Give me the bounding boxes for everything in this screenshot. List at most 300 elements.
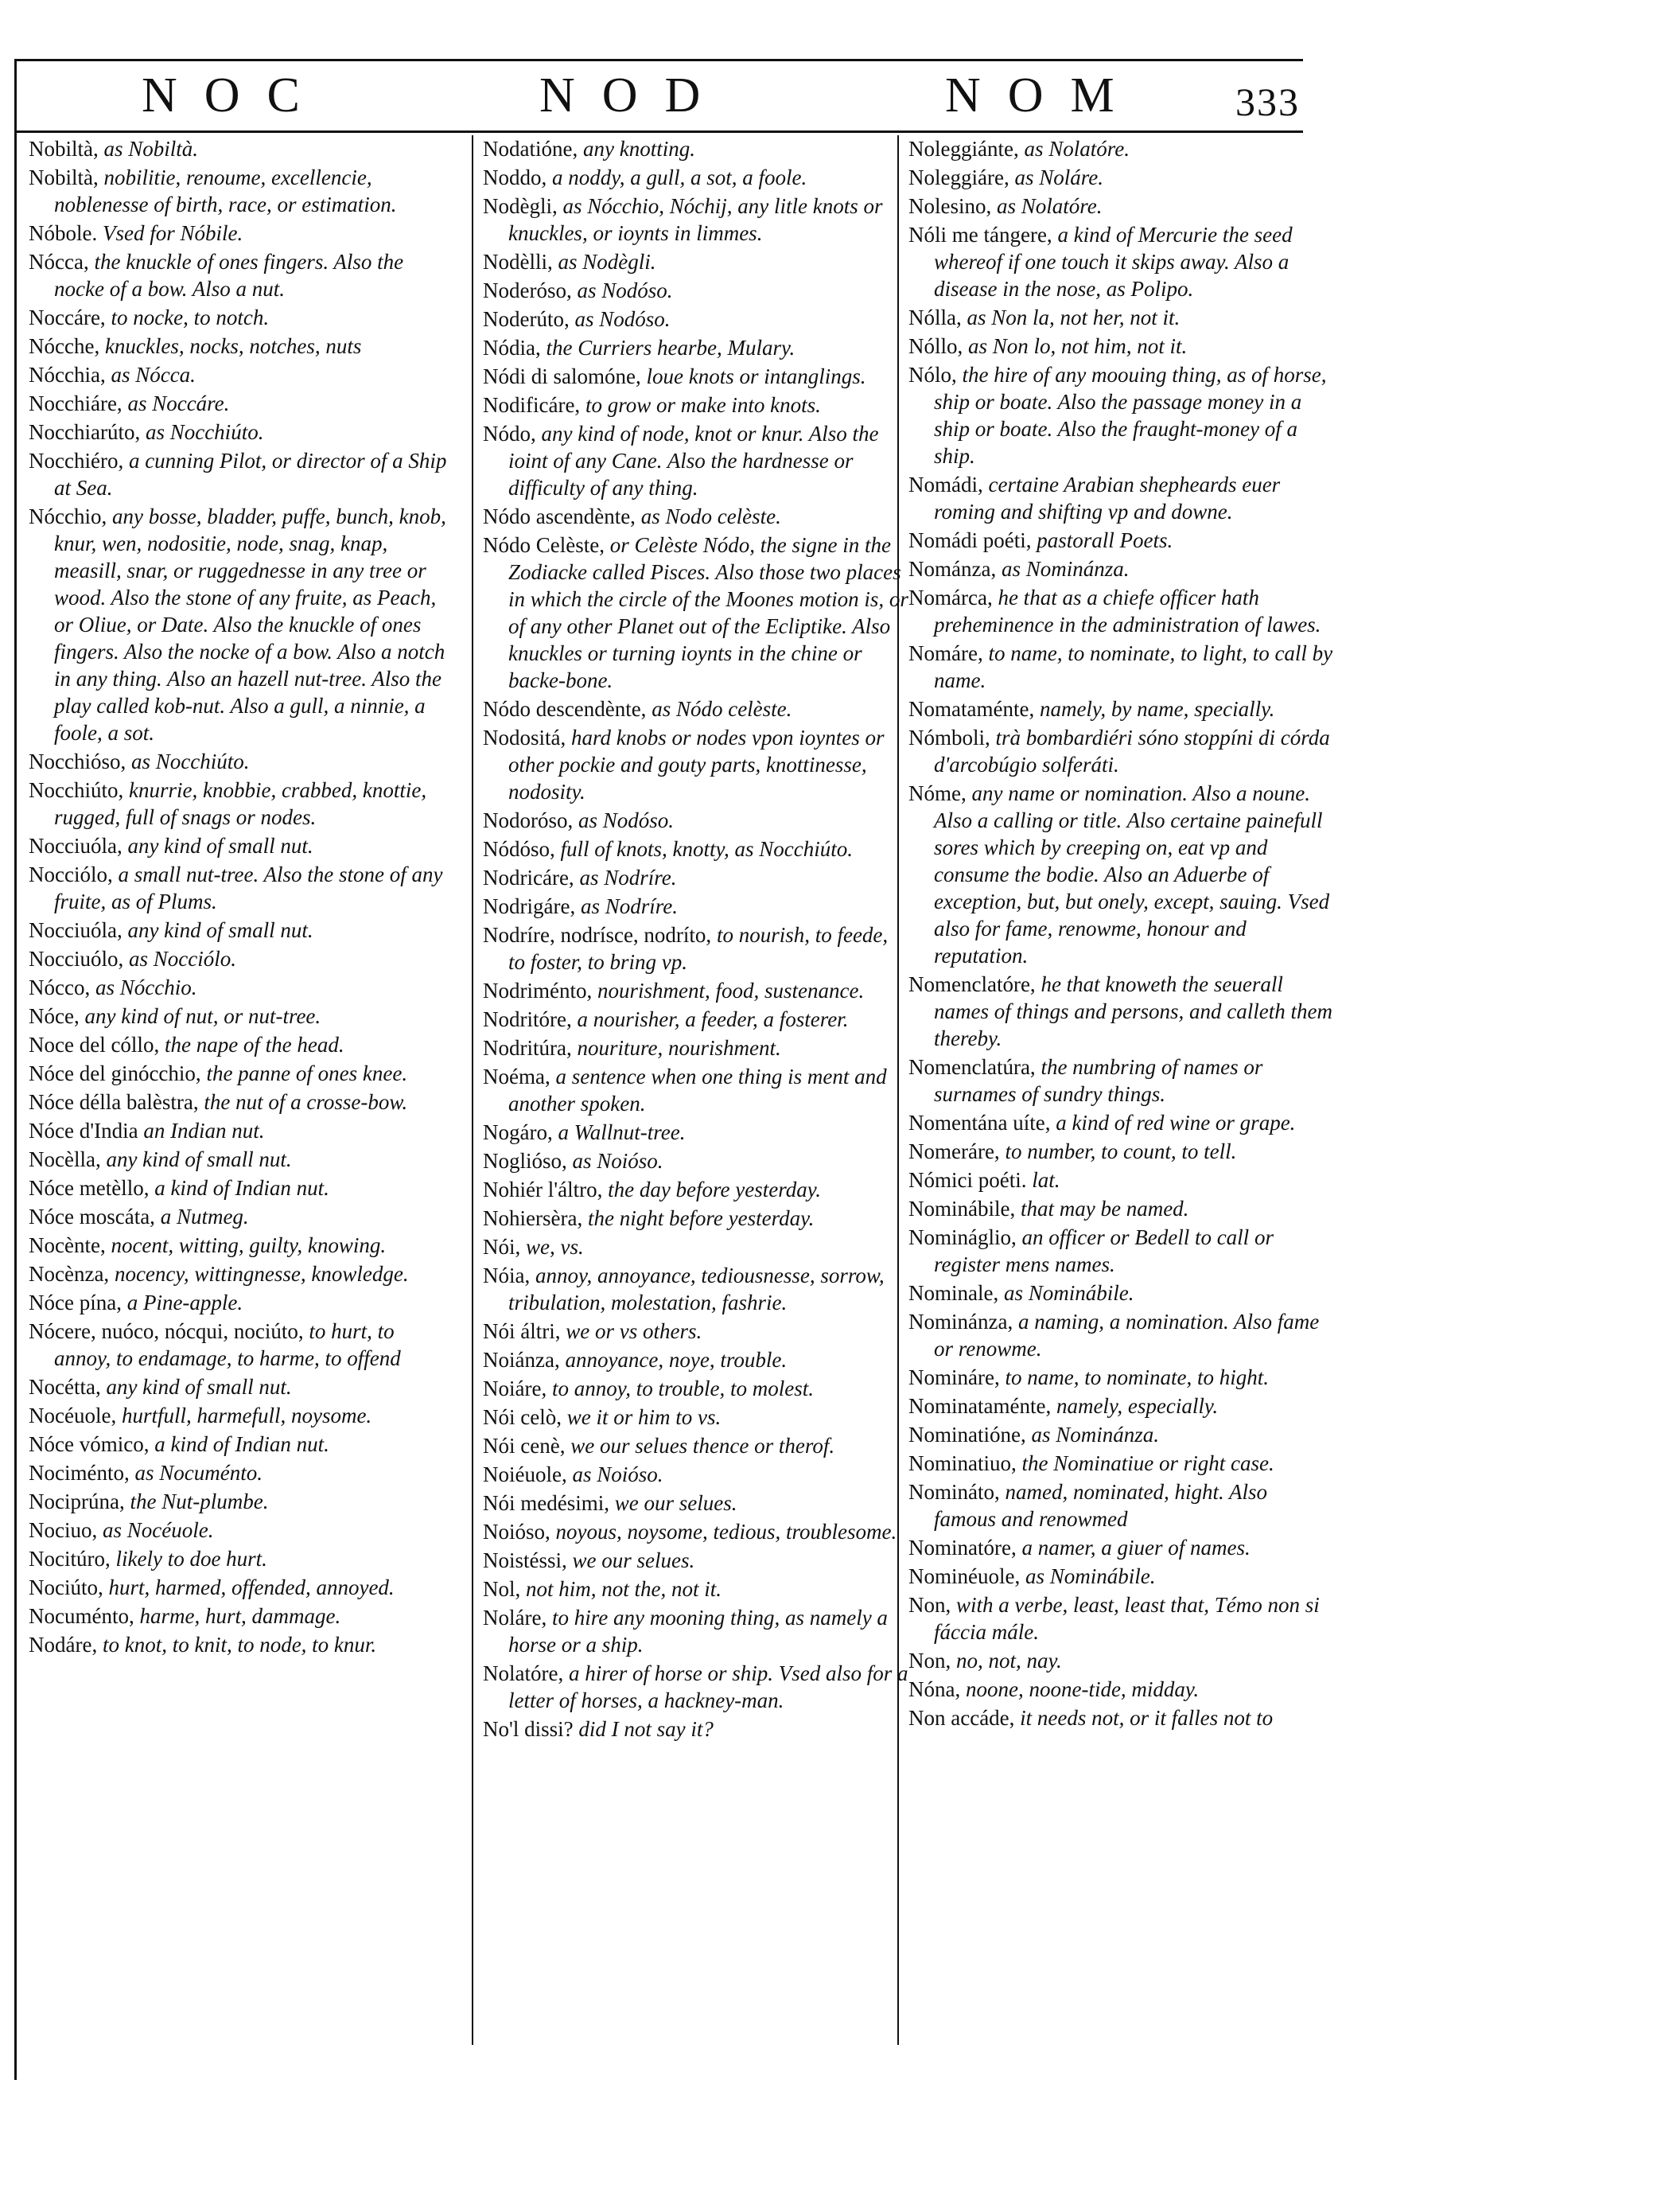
dictionary-entry <box>483 864 908 891</box>
entry-definition: any kind of nut, or nut-tree. <box>79 1004 321 1028</box>
column-right <box>897 135 1334 2045</box>
entry-headword: Nomeráre, <box>908 1139 1000 1163</box>
entry-definition: as Noláre. <box>1009 166 1103 189</box>
dictionary-entry <box>908 1478 1334 1532</box>
entry-headword: Nohiersèra, <box>483 1206 583 1230</box>
entry-headword: Nomataménte, <box>908 697 1035 721</box>
entry-definition: as Nocéuole. <box>97 1518 214 1542</box>
dictionary-entry <box>483 334 908 361</box>
dictionary-entry <box>483 695 908 722</box>
entry-definition: named, nominated, hight. Also famous and renowmed <box>934 1480 1267 1531</box>
entry-definition: as Nominábile. <box>1020 1564 1156 1588</box>
dictionary-entry <box>483 306 908 333</box>
entry-definition: certaine Arabian shepheards euer roming and shifting vp and downe. <box>934 473 1281 524</box>
entry-definition: or Celèste Nódo, the signe in the Zodiacke called Pisces. Also those two places in which the circle of the Moones motion is, or of any other Planet out of the Ecliptike. Also knuckles or turning ioynts in the chine or backe-bone. <box>508 533 908 692</box>
dictionary-entry <box>908 1450 1334 1477</box>
dictionary-entry <box>29 419 454 446</box>
entry-definition: the day before yesterday. <box>602 1178 821 1201</box>
entry-headword: Nol, <box>483 1577 521 1601</box>
entry-headword: Nóce, <box>29 1004 80 1028</box>
entry-headword: Nocciólo, <box>29 863 113 886</box>
entry-definition: a noddy, a gull, a sot, a foole. <box>547 166 807 189</box>
entry-definition: it needs not, or it falles not to <box>1014 1706 1274 1730</box>
dictionary-entry <box>908 1109 1334 1136</box>
entry-headword: Nocchiarúto, <box>29 420 141 444</box>
entry-headword: Nocchiéro, <box>29 449 124 473</box>
dictionary-entry <box>29 945 454 972</box>
dictionary-entry <box>483 1205 908 1232</box>
entry-definition: a small nut-tree. Also the stone of any fruite, as of Plums. <box>54 863 443 913</box>
entry-definition: as Nolatóre. <box>991 194 1103 218</box>
dictionary-entry <box>483 391 908 419</box>
entry-headword: Noce del cóllo, <box>29 1033 160 1057</box>
dictionary-entry <box>908 333 1334 360</box>
entry-definition: any knotting. <box>578 137 695 161</box>
dictionary-entry <box>29 1517 454 1544</box>
entry-definition: to name, to nominate, to light, to call by name. <box>934 641 1333 692</box>
guide-word-center: NOD <box>539 68 728 123</box>
entry-headword: Nociúto, <box>29 1575 103 1599</box>
entry-definition: noyous, noysome, tedious, troublesome. <box>550 1520 897 1544</box>
dictionary-entry <box>483 1375 908 1402</box>
entry-definition: as Noióso. <box>566 1149 663 1173</box>
entry-definition: as Nódo celèste. <box>646 697 792 721</box>
entry-headword: Nobiltà, <box>29 137 99 161</box>
entry-definition: the Curriers hearbe, Mulary. <box>540 336 795 360</box>
dictionary-entry <box>908 695 1334 722</box>
entry-definition: a hirer of horse or ship. Vsed also for a letter of horses, a hackney-man. <box>508 1661 908 1712</box>
entry-headword: Nogáro, <box>483 1120 553 1144</box>
entry-columns <box>22 135 1333 2077</box>
dictionary-entry <box>29 1603 454 1630</box>
dictionary-entry <box>29 832 454 859</box>
dictionary-entry <box>29 390 454 417</box>
entry-headword: Nodricáre, <box>483 866 574 890</box>
dictionary-entry <box>29 1003 454 1030</box>
entry-definition: to nourish, to feede, to foster, to bring vp. <box>508 923 889 974</box>
entry-definition: nouriture, nourishment. <box>571 1036 781 1060</box>
entry-headword: Nomenclatúra, <box>908 1055 1036 1079</box>
dictionary-entry <box>908 724 1334 778</box>
entry-definition: a kind of Indian nut. <box>149 1432 329 1456</box>
entry-definition: any bosse, bladder, puffe, bunch, knob, knur, wen, nodositie, node, snag, knap, measill, snar, or ruggednesse in any tree or wood. Also the stone of any fruite, as Peach, or Oliue, or Date. Also the knuckle of ones fingers. Also the nocke of a bow. Also a notch in any thing. Also an hazell nut-tree. Also the play called kob-nut. Also a gull, a ninnie, a foole, a sot. <box>54 504 446 745</box>
dictionary-entry <box>908 1224 1334 1278</box>
entry-headword: Nóce vómico, <box>29 1432 150 1456</box>
entry-headword: Nóbole. <box>29 221 98 245</box>
entry-definition: hard knobs or nodes vpon ioyntes or other pockie and gouty parts, knottinesse, nodosity. <box>508 726 885 804</box>
column-middle <box>472 135 908 2045</box>
dictionary-entry <box>908 304 1334 331</box>
dictionary-entry <box>908 1279 1334 1307</box>
entry-headword: Noleggiánte, <box>908 137 1019 161</box>
dictionary-entry <box>483 1547 908 1574</box>
entry-definition: a cunning Pilot, or director of a Ship at Sea. <box>54 449 447 500</box>
entry-headword: Noéma, <box>483 1065 550 1088</box>
entry-definition: full of knots, knotty, as Nocchiúto. <box>554 837 853 861</box>
dictionary-entry <box>483 893 908 920</box>
entry-definition: a kind of Indian nut. <box>149 1176 329 1200</box>
entry-headword: No'l dissi? <box>483 1717 574 1741</box>
entry-definition: hurt, harmed, offended, annoyed. <box>103 1575 395 1599</box>
dictionary-entry <box>29 777 454 831</box>
dictionary-entry <box>29 1088 454 1116</box>
dictionary-entry <box>29 1203 454 1230</box>
entry-headword: Nóia, <box>483 1264 531 1287</box>
entry-definition: loue knots or intanglings. <box>640 364 866 388</box>
dictionary-entry <box>483 1176 908 1203</box>
dictionary-entry <box>29 1488 454 1515</box>
entry-headword: Nóce pína, <box>29 1291 122 1314</box>
entry-definition: as Nominánza. <box>996 557 1130 581</box>
entry-definition: as Nócchio. <box>90 976 197 999</box>
dictionary-entry <box>29 1402 454 1429</box>
dictionary-entry <box>29 164 454 218</box>
entry-definition: noone, noone-tide, midday. <box>960 1677 1200 1701</box>
entry-definition: a Wallnut-tree. <box>552 1120 686 1144</box>
entry-definition: nourishment, food, sustenance. <box>592 979 865 1003</box>
entry-definition: a naming, a nomination. Also fame or renowme. <box>934 1310 1320 1361</box>
entry-headword: Nódo Celèste, <box>483 533 605 557</box>
entry-headword: Non, <box>908 1593 951 1617</box>
dictionary-entry <box>29 220 454 247</box>
page-number: 333 <box>1235 80 1300 124</box>
entry-definition: to number, to count, to tell. <box>999 1139 1237 1163</box>
entry-definition: any kind of small nut. <box>122 834 313 858</box>
entry-headword: Nominábile, <box>908 1197 1016 1221</box>
entry-definition: the hire of any moouing thing, as of horse, ship or boate. Also the passage money in a ship or boate. Also the fraught-money of a ship. <box>934 363 1327 468</box>
entry-headword: Nolesino, <box>908 194 992 218</box>
entry-definition: any kind of small nut. <box>100 1375 292 1399</box>
dictionary-entry <box>483 835 908 863</box>
dictionary-entry <box>908 471 1334 525</box>
entry-definition: the nape of the head. <box>159 1033 344 1057</box>
entry-headword: Nódóso, <box>483 837 555 861</box>
dictionary-entry <box>908 555 1334 582</box>
entry-definition: a namer, a giuer of names. <box>1016 1536 1251 1560</box>
entry-definition: nobilitie, renoume, excellencie, noblenesse of birth, race, or estimation. <box>54 166 397 216</box>
top-rule <box>14 59 1303 61</box>
entry-headword: Nói áltri, <box>483 1319 561 1343</box>
entry-headword: Nóce moscáta, <box>29 1205 155 1229</box>
dictionary-entry <box>908 193 1334 220</box>
dictionary-entry <box>483 420 908 501</box>
entry-definition: we our selues. <box>566 1548 695 1572</box>
guide-word-right: NOM <box>945 68 1142 123</box>
dictionary-entry <box>908 1053 1334 1108</box>
dictionary-entry <box>483 1233 908 1260</box>
entry-definition: to nocke, to notch. <box>105 306 270 329</box>
entry-headword: Nodríre, nodrísce, nodríto, <box>483 923 712 947</box>
dictionary-entry <box>483 1404 908 1431</box>
entry-headword: Nodègli, <box>483 194 558 218</box>
dictionary-entry <box>483 503 908 530</box>
entry-headword: Nólla, <box>908 306 962 329</box>
dictionary-entry <box>29 1289 454 1316</box>
entry-headword: Nócca, <box>29 250 89 274</box>
entry-headword: Nói medésimi, <box>483 1491 609 1515</box>
entry-definition: we our selues thence or therof. <box>565 1434 835 1458</box>
entry-headword: Nócere, nuóco, nócqui, nociúto, <box>29 1319 304 1343</box>
dictionary-entry <box>483 363 908 390</box>
dictionary-entry <box>483 1063 908 1117</box>
entry-headword: Nominale, <box>908 1281 999 1305</box>
dictionary-entry <box>29 917 454 944</box>
entry-headword: Nodritóre, <box>483 1007 572 1031</box>
entry-definition: as Nolatóre. <box>1018 137 1130 161</box>
entry-headword: Nomárca, <box>908 586 993 609</box>
dictionary-entry <box>908 1364 1334 1391</box>
entry-definition: as Nodóso. <box>569 307 671 331</box>
entry-definition: annoy, annoyance, tediousnesse, sorrow, tribulation, molestation, fashrie. <box>508 1264 885 1314</box>
entry-definition: he that as a chiefe officer hath preheminence in the administration of lawes. <box>934 586 1321 637</box>
entry-definition: as Nocchiúto. <box>126 750 250 773</box>
entry-headword: Nómboli, <box>908 726 990 750</box>
entry-definition: a kind of Mercurie the seed whereof if one touch it skips away. Also a disease in the nose, as Polipo. <box>934 223 1293 301</box>
entry-headword: Nocciuóla, <box>29 918 123 942</box>
dictionary-entry <box>908 1392 1334 1419</box>
dictionary-entry <box>908 527 1334 554</box>
entry-definition: any name or nomination. Also a noune. Also a calling or title. Also certaine painefull sores which by creeping on, eat vp and consume the bodie. Also an Aduerbe of exception, but, but onely, except, sauing. Vsed also for fame, renowme, honour and reputation. <box>934 781 1330 968</box>
entry-definition: nocent, witting, guilty, knowing. <box>105 1233 387 1257</box>
entry-definition: an officer or Bedell to call or register mens names. <box>934 1225 1274 1276</box>
entry-headword: Noddo, <box>483 166 547 189</box>
entry-definition: the Nominatiue or right case. <box>1016 1451 1274 1475</box>
entry-headword: Nóllo, <box>908 334 963 358</box>
dictionary-entry <box>908 164 1334 191</box>
header-rule <box>14 130 1303 133</box>
entry-definition: the numbring of names or surnames of sundry things. <box>934 1055 1263 1106</box>
entry-headword: Nohiér l'áltro, <box>483 1178 603 1201</box>
entry-headword: Nocchiúto, <box>29 778 124 802</box>
dictionary-entry <box>483 1490 908 1517</box>
entry-headword: Nocchiáre, <box>29 391 123 415</box>
entry-definition: a kind of red wine or grape. <box>1050 1111 1296 1135</box>
dictionary-entry <box>483 1346 908 1373</box>
entry-headword: Noleggiáre, <box>908 166 1009 189</box>
entry-definition: knuckles, nocks, notches, nuts <box>99 334 362 358</box>
entry-headword: Nóli me tángere, <box>908 223 1052 247</box>
entry-headword: Nói cenè, <box>483 1434 566 1458</box>
dictionary-entry <box>29 748 454 775</box>
dictionary-entry <box>29 447 454 501</box>
entry-definition: as Nodríre. <box>575 894 678 918</box>
entry-headword: Nociuo, <box>29 1518 98 1542</box>
entry-headword: Non accáde, <box>908 1706 1015 1730</box>
entry-headword: Nodificáre, <box>483 393 581 417</box>
entry-definition: Vsed for Nóbile. <box>97 221 243 245</box>
dictionary-entry <box>483 921 908 976</box>
entry-headword: Nominatóre, <box>908 1536 1017 1560</box>
entry-definition: to name, to nominate, to hight. <box>999 1365 1269 1389</box>
entry-headword: Nomádi poéti, <box>908 528 1032 552</box>
dictionary-entry <box>29 1060 454 1087</box>
entry-definition: as Nominánza. <box>1025 1423 1160 1447</box>
entry-definition: knurrie, knobbie, crabbed, knottie, rugged, full of snags or nodes. <box>54 778 427 829</box>
dictionary-entry <box>29 1117 454 1144</box>
dictionary-entry <box>29 861 454 915</box>
dictionary-entry <box>29 1318 454 1372</box>
dictionary-entry <box>908 1647 1334 1674</box>
entry-headword: Noglióso, <box>483 1149 567 1173</box>
entry-headword: Nománza, <box>908 557 997 581</box>
entry-definition: any kind of small nut. <box>100 1147 292 1171</box>
entry-definition: to hurt, to annoy, to endamage, to harme, to offend <box>54 1319 401 1370</box>
entry-headword: Nocciuóla, <box>29 834 123 858</box>
entry-headword: Nociménto, <box>29 1461 130 1485</box>
entry-headword: Noiánza, <box>483 1348 560 1372</box>
dictionary-entry <box>908 1676 1334 1703</box>
entry-headword: Noiéuole, <box>483 1462 567 1486</box>
entry-headword: Nocitúro, <box>29 1547 111 1571</box>
entry-headword: Noderúto, <box>483 307 570 331</box>
dictionary-entry <box>29 333 454 360</box>
entry-definition: any kind of node, knot or knur. Also the ioint of any Cane. Also the hardnesse or difficulty of any thing. <box>508 422 879 500</box>
entry-definition: trà bombardiéri sóno stoppíni di córda d'arcobúgio solferáti. <box>934 726 1330 777</box>
dictionary-entry <box>908 1421 1334 1448</box>
dictionary-entry <box>29 1459 454 1486</box>
entry-headword: Nominánza, <box>908 1310 1013 1334</box>
dictionary-entry <box>483 1432 908 1459</box>
dictionary-entry <box>29 1260 454 1287</box>
entry-definition: we or vs others. <box>560 1319 702 1343</box>
entry-definition: no, not, nay. <box>951 1649 1062 1673</box>
running-header <box>14 62 1303 129</box>
entry-headword: Nomenclatóre, <box>908 972 1036 996</box>
entry-definition: as Nodo celèste. <box>635 504 781 528</box>
dictionary-entry <box>483 1006 908 1033</box>
entry-definition: we our selues. <box>609 1491 737 1515</box>
dictionary-entry <box>908 361 1334 469</box>
entry-definition: as Nodègli. <box>552 250 656 274</box>
entry-headword: Nomentána uíte, <box>908 1111 1051 1135</box>
entry-definition: lat. <box>1026 1168 1060 1192</box>
dictionary-entry <box>483 807 908 834</box>
entry-definition: a Pine-apple. <box>121 1291 243 1314</box>
entry-definition: he that knoweth the seuerall names of things and persons, and calleth them thereby. <box>934 972 1332 1050</box>
entry-headword: Nódia, <box>483 336 541 360</box>
entry-definition: as Nodríre. <box>574 866 677 890</box>
dictionary-entry <box>29 1574 454 1601</box>
entry-definition: namely, by name, specially. <box>1034 697 1275 721</box>
entry-headword: Nominatióne, <box>908 1423 1026 1447</box>
entry-headword: Noistéssi, <box>483 1548 567 1572</box>
entry-headword: Nóme, <box>908 781 967 805</box>
entry-definition: the knuckle of ones fingers. Also the nocke of a bow. Also a nut. <box>54 250 404 301</box>
entry-headword: Nóce d'India <box>29 1119 138 1143</box>
dictionary-entry <box>483 1262 908 1316</box>
dictionary-entry <box>29 361 454 388</box>
entry-definition: a Nutmeg. <box>154 1205 249 1229</box>
dictionary-entry <box>29 1031 454 1058</box>
entry-headword: Nodèlli, <box>483 250 553 274</box>
dictionary-entry <box>29 503 454 746</box>
dictionary-entry <box>483 135 908 162</box>
entry-headword: Noiáre, <box>483 1377 547 1400</box>
guide-word-left: NOC <box>142 68 327 123</box>
entry-definition: we it or him to vs. <box>561 1405 722 1429</box>
dictionary-entry <box>483 193 908 247</box>
dictionary-entry <box>29 1146 454 1173</box>
entry-headword: Nócchio, <box>29 504 107 528</box>
entry-headword: Nomináto, <box>908 1480 1000 1504</box>
dictionary-entry <box>483 724 908 805</box>
dictionary-entry <box>483 1660 908 1714</box>
entry-definition: as Nocciólo. <box>123 947 236 971</box>
dictionary-entry <box>29 1545 454 1572</box>
entry-definition: as Nocchiúto. <box>140 420 264 444</box>
dictionary-entry <box>908 135 1334 162</box>
entry-headword: Non, <box>908 1649 951 1673</box>
entry-headword: Nodriménto, <box>483 979 593 1003</box>
entry-definition: any kind of small nut. <box>122 918 313 942</box>
entry-headword: Nomáre, <box>908 641 983 665</box>
entry-headword: Nobiltà, <box>29 166 99 189</box>
entry-headword: Nói, <box>483 1235 521 1259</box>
entry-headword: Nóce délla balèstra, <box>29 1090 199 1114</box>
entry-definition: the night before yesterday. <box>582 1206 815 1230</box>
dictionary-entry <box>29 974 454 1001</box>
dictionary-entry <box>483 164 908 191</box>
dictionary-entry <box>908 1138 1334 1165</box>
dictionary-entry <box>483 1318 908 1345</box>
dictionary-entry <box>483 1119 908 1146</box>
entry-definition: that may be named. <box>1015 1197 1189 1221</box>
dictionary-entry <box>908 1534 1334 1561</box>
entry-definition: not him, not the, not it. <box>520 1577 722 1601</box>
dictionary-entry <box>483 1034 908 1061</box>
entry-definition: as Nodóso. <box>573 808 675 832</box>
entry-headword: Nocéuole, <box>29 1404 117 1427</box>
entry-headword: Nódo ascendènte, <box>483 504 636 528</box>
entry-headword: Nóna, <box>908 1677 961 1701</box>
entry-definition: likely to doe hurt. <box>110 1547 267 1571</box>
entry-headword: Nolatóre, <box>483 1661 564 1685</box>
entry-headword: Nócco, <box>29 976 91 999</box>
entry-definition: the Nut-plumbe. <box>124 1490 269 1513</box>
entry-headword: Nodrigáre, <box>483 894 576 918</box>
entry-headword: Nocènza, <box>29 1262 110 1286</box>
entry-definition: as Noióso. <box>566 1462 663 1486</box>
entry-headword: Nomináre, <box>908 1365 1000 1389</box>
entry-headword: Noderóso, <box>483 278 572 302</box>
entry-definition: an Indian nut. <box>138 1119 265 1143</box>
dictionary-entry <box>483 1518 908 1545</box>
entry-headword: Nómici poéti. <box>908 1168 1027 1192</box>
dictionary-entry <box>908 1195 1334 1222</box>
entry-definition: did I not say it? <box>573 1717 714 1741</box>
dictionary-entry <box>483 248 908 275</box>
entry-headword: Nociprúna, <box>29 1490 125 1513</box>
entry-definition: annoyance, noye, trouble. <box>559 1348 788 1372</box>
entry-headword: Nominatiuo, <box>908 1451 1017 1475</box>
entry-headword: Nomádi, <box>908 473 983 497</box>
entry-headword: Nóce metèllo, <box>29 1176 150 1200</box>
dictionary-entry <box>29 1431 454 1458</box>
entry-definition: pastorall Poets. <box>1031 528 1173 552</box>
entry-definition: with a verbe, least, least that, Témo non si fáccia mále. <box>934 1593 1320 1644</box>
dictionary-entry <box>29 1232 454 1259</box>
entry-headword: Nódo descendènte, <box>483 697 647 721</box>
dictionary-entry <box>908 1308 1334 1362</box>
entry-headword: Noccáre, <box>29 306 106 329</box>
entry-definition: harme, hurt, dammage. <box>134 1604 341 1628</box>
entry-headword: Nói celò, <box>483 1405 562 1429</box>
entry-definition: hurtfull, harmefull, noysome. <box>116 1404 372 1427</box>
entry-definition: as Nócchio, Nóchij, any litle knots or knuckles, or ioynts in limmes. <box>508 194 883 245</box>
entry-headword: Nocènte, <box>29 1233 106 1257</box>
entry-headword: Nodoróso, <box>483 808 574 832</box>
entry-headword: Noióso, <box>483 1520 550 1544</box>
